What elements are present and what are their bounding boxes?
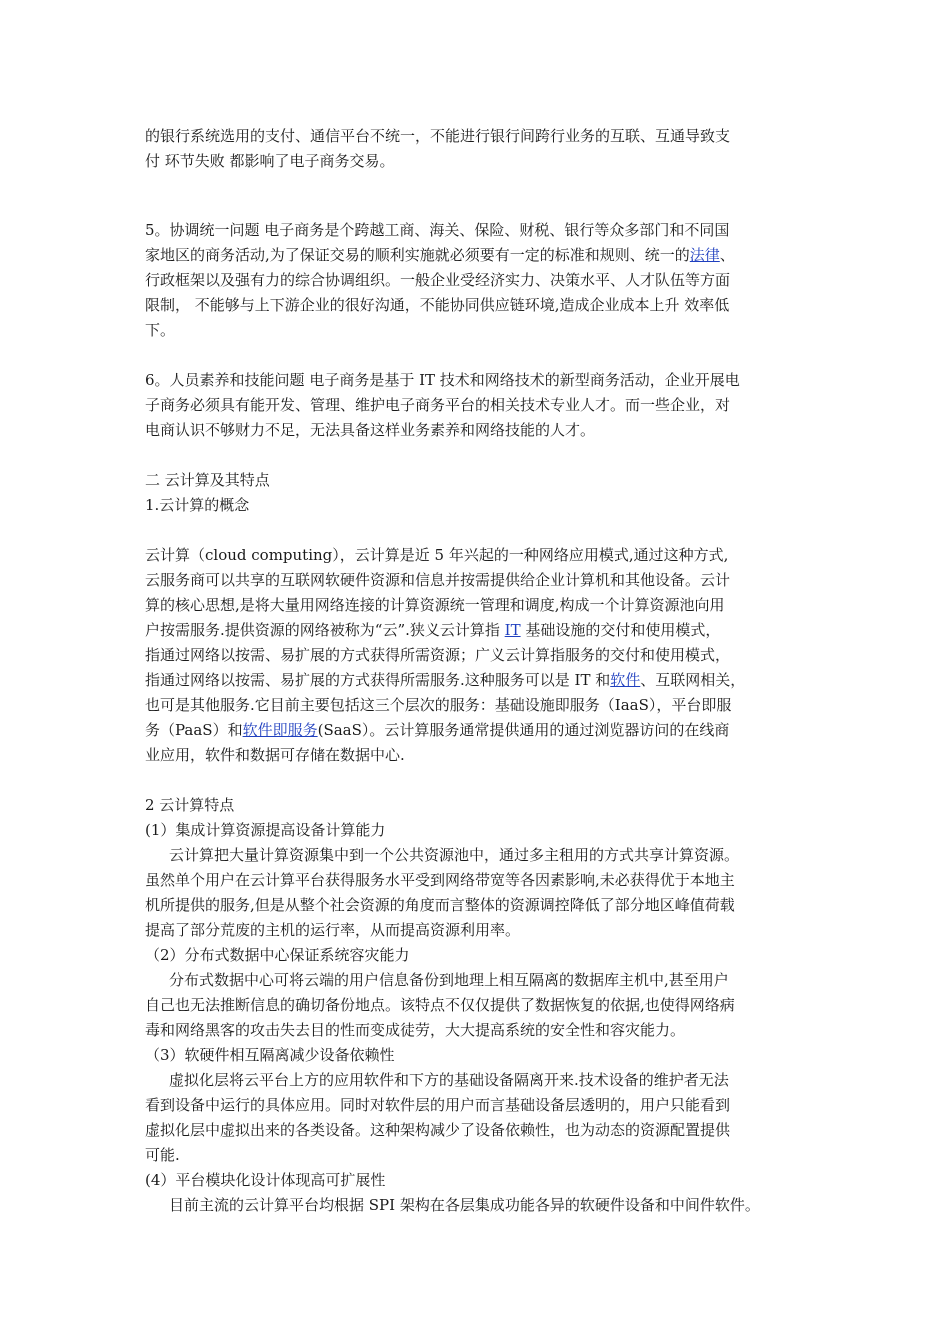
- text-line: [145, 718, 825, 743]
- section-heading: 二 云计算及其特点: [145, 471, 270, 489]
- feature-title: (1）集成计算资源提高设备计算能力: [145, 821, 386, 839]
- feature-title: (4）平台模块化设计体现高可扩展性: [145, 1171, 386, 1189]
- paragraph-coordination: [145, 218, 825, 343]
- spacer: [145, 343, 825, 368]
- text-span: 务（PaaS）和: [145, 721, 243, 739]
- text-span: 、: [719, 246, 735, 264]
- feature-title: （2）分布式数据中心保证系统容灾能力: [145, 946, 410, 964]
- paragraph-cloud-concept: [145, 543, 825, 768]
- document-body: [145, 124, 825, 1218]
- text-line: 指通过网络以按需、易扩展的方式获得所需资源；广义云计算指服务的交付和使用模式，: [145, 646, 731, 664]
- text-line: 下。: [145, 321, 176, 339]
- text-line: 也可是其他服务.它目前主要包括这三个层次的服务：基础设施即服务（IaaS），平台即服: [145, 696, 732, 714]
- text-line: 虽然单个用户在云计算平台获得服务水平受到网络带宽等各因素影响,未必获得优于本地主: [145, 871, 735, 889]
- text-line: 6。人员素养和技能问题 电子商务是基于 IT 技术和网络技术的新型商务活动，企业开展电: [145, 371, 740, 389]
- text-line: 分布式数据中心可将云端的用户信息备份到地理上相互隔离的数据库主机中,甚至用户: [169, 971, 729, 989]
- text-line: 提高了部分荒废的主机的运行率，从而提高资源利用率。: [145, 921, 521, 939]
- text-line: 行政框架以及强有力的综合协调组织。一般企业受经济实力、决策水平、人才队伍等方面: [145, 271, 731, 289]
- text-line: 虚拟化层中虚拟出来的各类设备。这种架构减少了设备依赖性，也为动态的资源配置提供: [145, 1121, 731, 1139]
- text-line: [145, 618, 825, 643]
- law-link[interactable]: 法律: [689, 246, 720, 264]
- text-line: 自己也无法推断信息的确切备份地点。该特点不仅仅提供了数据恢复的依据,也使得网络病: [145, 996, 735, 1014]
- text-line: 目前主流的云计算平台均根据 SPI 架构在各层集成功能各异的软硬件设备和中间件软件。: [169, 1196, 760, 1214]
- text-line: [145, 668, 825, 693]
- text-line: 可能.: [145, 1146, 180, 1164]
- spacer: [145, 768, 825, 793]
- text-line: 云计算（cloud computing），云计算是近 5 年兴起的一种网络应用模式,通过这种方式,: [145, 546, 729, 564]
- subsection-heading: 1.云计算的概念: [145, 496, 250, 514]
- text-line: 毒和网络黑客的攻击失去目的性而变成徒劳，大大提高系统的安全性和容灾能力。: [145, 1021, 686, 1039]
- text-span: 指通过网络以按需、易扩展的方式获得所需服务.这种服务可以是 IT 和: [145, 671, 611, 689]
- text-line: 算的核心思想,是将大量用网络连接的计算资源统一管理和调度,构成一个计算资源池向用: [145, 596, 725, 614]
- feature-title: （3）软硬件相互隔离减少设备依赖性: [145, 1046, 395, 1064]
- text-line: 子商务必须具有能开发、管理、维护电子商务平台的相关技术专业人才。而一些企业，对: [145, 396, 731, 414]
- paragraph-personnel: [145, 368, 825, 443]
- spacer: [145, 174, 825, 199]
- spacer: [145, 199, 825, 218]
- software-link[interactable]: 软件: [610, 671, 641, 689]
- text-span: 基础设施的交付和使用模式，: [520, 621, 721, 639]
- text-line: 看到设备中运行的具体应用。同时对软件层的用户而言基础设备层透明的，用户只能看到: [145, 1096, 731, 1114]
- text-line: [145, 243, 825, 268]
- text-span: 家地区的商务活动,为了保证交易的顺利实施就必须要有一定的标准和规则、统一的: [145, 246, 690, 264]
- text-line: 云服务商可以共享的互联网软硬件资源和信息并按需提供给企业计算机和其他设备。云计: [145, 571, 731, 589]
- text-line: 业应用，软件和数据可存储在数据中心.: [145, 746, 405, 764]
- text-line: 云计算把大量计算资源集中到一个公共资源池中，通过多主租用的方式共享计算资源。: [169, 846, 740, 864]
- text-line: 电商认识不够财力不足，无法具备这样业务素养和网络技能的人才。: [145, 421, 596, 439]
- text-line: 5。协调统一问题 电子商务是个跨越工商、海关、保险、财税、银行等众多部门和不同国: [145, 221, 730, 239]
- text-span: 户按需服务.提供资源的网络被称为“云”.狭义云计算指: [145, 621, 505, 639]
- spacer: [145, 518, 825, 543]
- subsection-heading: 2 云计算特点: [145, 796, 235, 814]
- saas-link[interactable]: 软件即服务: [242, 721, 318, 739]
- text-line: 机所提供的服务,但是从整个社会资源的角度而言整体的资源调控降低了部分地区峰值荷载: [145, 896, 735, 914]
- text-line: 限制， 不能够与上下游企业的很好沟通，不能协同供应链环境,造成企业成本上升 效率低: [145, 296, 730, 314]
- paragraph-payment: [145, 124, 825, 174]
- text-line: 付 环节失败 都影响了电子商务交易。: [145, 152, 395, 170]
- text-span: 、互联网相关，: [640, 671, 746, 689]
- text-line: 虚拟化层将云平台上方的应用软件和下方的基础设备隔离开来.技术设备的维护者无法: [169, 1071, 729, 1089]
- text-line: 的银行系统选用的支付、通信平台不统一，不能进行银行间跨行业务的互联、互通导致支: [145, 127, 731, 145]
- spacer: [145, 443, 825, 468]
- text-span: (SaaS）。云计算服务通常提供通用的通过浏览器访问的在线商: [317, 721, 730, 739]
- it-link[interactable]: IT: [504, 621, 521, 639]
